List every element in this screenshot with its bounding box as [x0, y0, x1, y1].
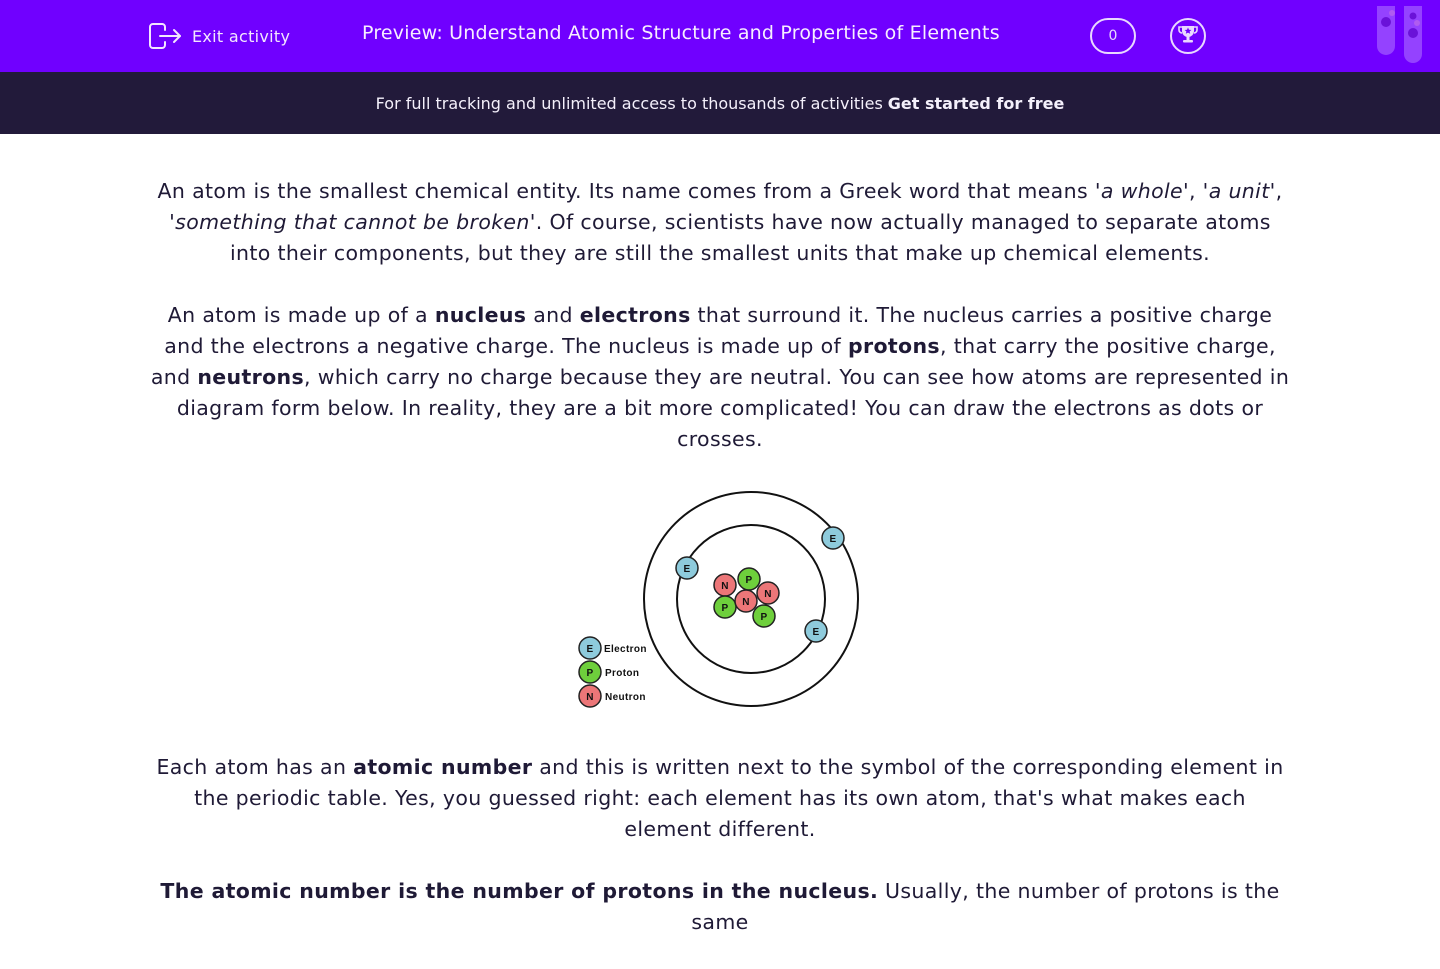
- italic-term: a unit: [1208, 179, 1270, 203]
- italic-term: a whole: [1100, 179, 1183, 203]
- promo-banner: [0, 72, 1440, 134]
- paragraph-protons: [150, 876, 1290, 938]
- bold-term: neutrons: [197, 365, 304, 389]
- svg-text:P: P: [745, 575, 753, 586]
- paragraph-structure: [150, 300, 1290, 455]
- bold-term: protons: [847, 334, 940, 358]
- text: An atom is made up of a: [167, 303, 435, 327]
- svg-text:E: E: [586, 644, 594, 655]
- bold-term: electrons: [579, 303, 691, 327]
- svg-text:P: P: [760, 612, 768, 623]
- text: and: [526, 303, 580, 327]
- nucleus: [714, 568, 779, 627]
- text: Usually, the number of protons is the same: [691, 879, 1280, 934]
- text: and this is written next to the symbol of the corresponding element in the periodic table. Yes, you guessed right: each element has its own atom, that's what makes each element different.: [194, 755, 1284, 841]
- bold-statement: The atomic number is the number of protons in the nucleus.: [160, 879, 879, 903]
- svg-text:P: P: [586, 668, 594, 679]
- paragraph-atomic-number: [150, 752, 1290, 845]
- svg-text:E: E: [829, 534, 837, 545]
- trophy-button[interactable]: [1170, 18, 1206, 54]
- diagram-legend: [579, 637, 647, 707]
- text: An atom is the smallest chemical entity. Its name comes from a Greek word that means ': [157, 179, 1101, 203]
- bold-term: nucleus: [434, 303, 527, 327]
- text: that surround it. The nucleus carries a positive charge and the electrons a negative charge. The nucleus is made up of: [164, 303, 1273, 358]
- text: ', ': [1182, 179, 1209, 203]
- lesson-content: [150, 176, 1290, 969]
- get-started-link[interactable]: Get started for free: [887, 93, 1065, 113]
- page-title: Preview: Understand Atomic Structure and Properties of Elements: [362, 22, 1000, 44]
- svg-text:E: E: [812, 627, 820, 638]
- svg-text:E: E: [683, 564, 691, 575]
- text: '. Of course, scientists have now actually managed to separate atoms into their components, but they are still the smallest units that make up chemical elements.: [229, 210, 1271, 265]
- svg-text:N: N: [742, 597, 750, 608]
- bold-term: atomic number: [353, 755, 533, 779]
- text: ', ': [169, 179, 1283, 234]
- text: Each atom has an: [156, 755, 354, 779]
- atom-diagram: [560, 486, 880, 716]
- score-value: 0: [1108, 28, 1118, 44]
- top-bar: [0, 0, 1440, 72]
- text: , which carry no charge because they are neutral. You can see how atoms are represented in diagram form below. In reality, they are a bit more complicated! You can draw the electrons as dots or crosses.: [176, 365, 1290, 451]
- svg-text:Proton: Proton: [605, 668, 640, 679]
- exit-activity-label: Exit activity: [192, 26, 291, 46]
- svg-text:N: N: [721, 581, 729, 592]
- promo-text: For full tracking and unlimited access to thousands of activities: [375, 93, 883, 113]
- svg-text:Neutron: Neutron: [605, 692, 646, 703]
- exit-door-arrow-icon: [148, 22, 182, 50]
- score-badge: [1090, 18, 1136, 54]
- italic-term: something that cannot be broken: [175, 210, 530, 234]
- trophy-icon: [1177, 23, 1199, 49]
- svg-text:P: P: [721, 603, 729, 614]
- paragraph-intro: [150, 176, 1290, 269]
- svg-text:N: N: [586, 692, 594, 703]
- exit-activity-button[interactable]: [148, 20, 290, 52]
- text: , that carry the positive charge, and: [150, 334, 1276, 389]
- svg-text:N: N: [764, 589, 772, 600]
- test-tubes-icon: [1374, 4, 1438, 68]
- svg-text:Electron: Electron: [604, 644, 647, 655]
